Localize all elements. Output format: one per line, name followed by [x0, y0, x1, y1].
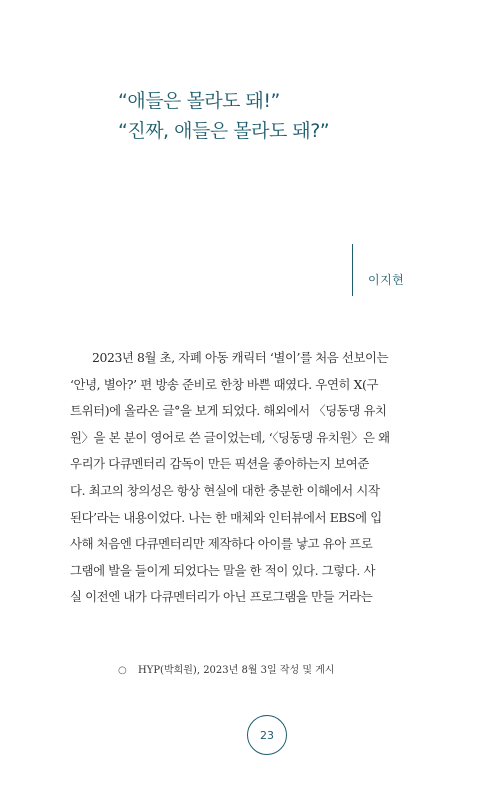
body-line: 실 이전엔 내가 다큐멘터리가 아닌 프로그램을 만들 거라는	[70, 589, 373, 605]
body-line: 다. 최고의 창의성은 항상 현실에 대한 충분한 이해에서 시작	[70, 482, 380, 498]
body-line: 사해 처음엔 다큐멘터리만 제작하다 아이를 낳고 유아 프로	[70, 536, 373, 552]
body-line: 원〉을 본 분이 영어로 쓴 글이었는데, ‘〈딩동댕 유치원〉은 왜	[70, 429, 390, 445]
body-line: 2023년 8월 초, 자폐 아동 캐릭터 ‘별이’를 처음 선보이는	[92, 350, 389, 365]
body-line: 된다’라는 내용이었다. 나는 한 매체와 인터뷰에서 EBS에 입	[70, 509, 382, 525]
footnote	[118, 661, 335, 676]
chapter-title-line-1: “애들은 몰라도 돼!”	[118, 90, 280, 112]
body-line: 그램에 발을 들이게 되었다는 말을 한 적이 있다. 그렇다. 사	[70, 562, 376, 578]
chapter-titles	[118, 86, 329, 146]
author-divider	[352, 244, 353, 296]
page-number-label: 23	[260, 728, 274, 742]
body-line: 우리가 다큐멘터리 감독이 만든 픽션을 좋아하는지 보여준	[70, 456, 369, 472]
body-text	[70, 345, 434, 611]
author-name: 이지현	[368, 273, 405, 287]
body-line: 트위터)에 올라온 글°을 보게 되었다. 해외에서 〈딩동댕 유치	[70, 403, 387, 419]
footnote-mark: ○	[118, 665, 127, 676]
chapter-title-line-2: “진짜, 애들은 몰라도 돼?”	[118, 120, 330, 142]
footnote-text: HYP(박희원), 2023년 8월 3일 작성 및 게시	[138, 665, 335, 676]
page-number	[247, 715, 287, 755]
body-line: ‘안녕, 별아?’ 편 방송 준비로 한창 바쁜 때였다. 우연히 X(구	[70, 376, 379, 392]
